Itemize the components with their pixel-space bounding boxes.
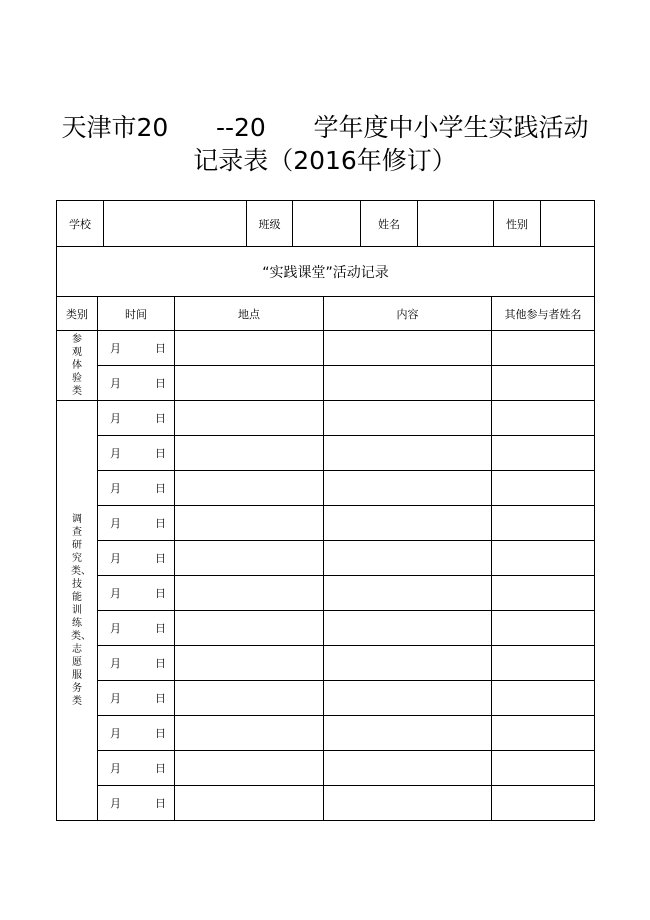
activity-record-sheet (56, 200, 594, 821)
table-row (57, 401, 595, 436)
table-row (57, 751, 595, 786)
location-cell[interactable] (175, 506, 324, 541)
table-row (57, 786, 595, 821)
class-label: 班级 (247, 201, 293, 247)
location-cell[interactable] (175, 646, 324, 681)
location-cell[interactable] (175, 611, 324, 646)
header-content: 内容 (324, 297, 492, 331)
participants-cell[interactable] (492, 401, 595, 436)
content-cell[interactable] (324, 646, 492, 681)
section-title: “实践课堂”活动记录 (57, 247, 595, 297)
name-label: 姓名 (361, 201, 418, 247)
location-cell[interactable] (175, 786, 324, 821)
location-cell[interactable] (175, 331, 324, 366)
date-cell[interactable]: 月 日 (98, 471, 175, 506)
date-cell[interactable]: 月 日 (98, 576, 175, 611)
header-time: 时间 (98, 297, 175, 331)
name-field[interactable] (418, 201, 494, 247)
participants-cell[interactable] (492, 576, 595, 611)
date-cell[interactable]: 月 日 (98, 401, 175, 436)
content-cell[interactable] (324, 331, 492, 366)
date-cell[interactable]: 月 日 (98, 541, 175, 576)
form-title-line-2: 记录表（2016年修订） (193, 146, 457, 175)
date-cell[interactable]: 月 日 (98, 716, 175, 751)
participants-cell[interactable] (492, 541, 595, 576)
header-participants: 其他参与者姓名 (492, 297, 595, 331)
column-header-row (57, 297, 595, 331)
content-cell[interactable] (324, 366, 492, 401)
participants-cell[interactable] (492, 786, 595, 821)
date-cell[interactable]: 月 日 (98, 506, 175, 541)
participants-cell[interactable] (492, 681, 595, 716)
participants-cell[interactable] (492, 506, 595, 541)
content-cell[interactable] (324, 541, 492, 576)
table-row (57, 576, 595, 611)
table-row (57, 436, 595, 471)
location-cell[interactable] (175, 401, 324, 436)
participants-cell[interactable] (492, 716, 595, 751)
participants-cell[interactable] (492, 646, 595, 681)
gender-label: 性别 (494, 201, 541, 247)
table-row (57, 681, 595, 716)
table-row (57, 331, 595, 366)
participants-cell[interactable] (492, 366, 595, 401)
date-cell[interactable]: 月 日 (98, 366, 175, 401)
student-info-row (57, 201, 595, 247)
date-cell[interactable]: 月 日 (98, 436, 175, 471)
table-row (57, 471, 595, 506)
date-cell[interactable]: 月 日 (98, 751, 175, 786)
activity-table (56, 246, 595, 821)
header-location: 地点 (175, 297, 324, 331)
header-category: 类别 (57, 297, 98, 331)
content-cell[interactable] (324, 506, 492, 541)
content-cell[interactable] (324, 401, 492, 436)
location-cell[interactable] (175, 366, 324, 401)
table-row (57, 541, 595, 576)
table-row (57, 611, 595, 646)
participants-cell[interactable] (492, 331, 595, 366)
category-research-label: 调查研究类、技能训练类、志愿服务类 (71, 514, 91, 707)
form-title-line-1: 天津市20 --20 学年度中小学生实践活动 (61, 113, 589, 142)
location-cell[interactable] (175, 576, 324, 611)
school-label: 学校 (57, 201, 104, 247)
gender-field[interactable] (541, 201, 595, 247)
content-cell[interactable] (324, 786, 492, 821)
location-cell[interactable] (175, 471, 324, 506)
location-cell[interactable] (175, 681, 324, 716)
table-row (57, 366, 595, 401)
class-field[interactable] (293, 201, 361, 247)
location-cell[interactable] (175, 751, 324, 786)
content-cell[interactable] (324, 751, 492, 786)
date-cell[interactable]: 月 日 (98, 646, 175, 681)
participants-cell[interactable] (492, 611, 595, 646)
school-field[interactable] (104, 201, 247, 247)
content-cell[interactable] (324, 576, 492, 611)
content-cell[interactable] (324, 471, 492, 506)
content-cell[interactable] (324, 716, 492, 751)
date-cell[interactable]: 月 日 (98, 681, 175, 716)
category-visit-cell (57, 331, 98, 401)
student-info-table (56, 200, 595, 247)
content-cell[interactable] (324, 436, 492, 471)
location-cell[interactable] (175, 436, 324, 471)
date-cell[interactable]: 月 日 (98, 786, 175, 821)
table-row (57, 506, 595, 541)
content-cell[interactable] (324, 611, 492, 646)
table-row (57, 716, 595, 751)
participants-cell[interactable] (492, 751, 595, 786)
location-cell[interactable] (175, 541, 324, 576)
participants-cell[interactable] (492, 471, 595, 506)
location-cell[interactable] (175, 716, 324, 751)
category-research-cell (57, 401, 98, 821)
content-cell[interactable] (324, 681, 492, 716)
date-cell[interactable]: 月 日 (98, 611, 175, 646)
participants-cell[interactable] (492, 436, 595, 471)
date-cell[interactable]: 月 日 (98, 331, 175, 366)
category-visit-label: 参观体验类 (72, 334, 82, 397)
table-row (57, 646, 595, 681)
